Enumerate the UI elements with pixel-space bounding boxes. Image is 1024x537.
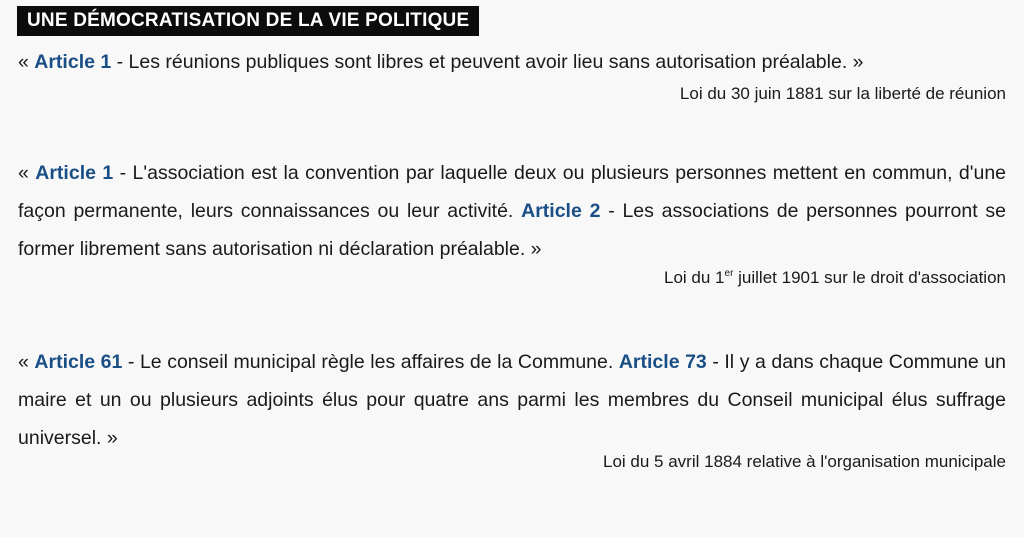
law-source xyxy=(18,266,1006,290)
quote-text xyxy=(18,343,1006,457)
quote-text xyxy=(18,154,1006,268)
law-source-sup: er xyxy=(724,268,734,279)
law-source-post: juillet 1901 sur le droit d'association xyxy=(733,268,1006,287)
article-label: Article 73 xyxy=(618,351,707,373)
law-source: Loi du 5 avril 1884 relative à l'organisation municipale xyxy=(603,452,1006,471)
article-text: - Les réunions publiques sont libres et peuvent avoir lieu sans autorisation préalable. » xyxy=(111,51,864,73)
quote-block-municipal xyxy=(18,343,1006,474)
quote-text xyxy=(18,43,1006,81)
article-text: - Le conseil municipal règle les affaires de la Commune. xyxy=(122,351,619,373)
article-label: Article 1 xyxy=(34,51,112,73)
quote-block-reunion xyxy=(18,43,1006,106)
article-text: - Les associations de personnes pourront se former librement sans autorisation ni déclaration préalable. » xyxy=(18,200,1007,260)
law-source-pre: Loi du 1 xyxy=(664,268,725,287)
open-quote: « xyxy=(18,351,35,373)
article-label: Article 2 xyxy=(521,200,601,222)
law-source: Loi du 30 juin 1881 sur la liberté de réunion xyxy=(679,84,1006,103)
article-text: - Il y a dans chaque Commune un maire et un ou plusieurs adjoints élus pour quatre ans parmi les membres du Conseil municipal élus suffrage universel. » xyxy=(18,351,1006,449)
article-text: - L'association est la convention par laquelle deux ou plusieurs personnes mettent en commun, d'une façon permanente, leurs connaissances ou leur activité. xyxy=(18,162,1007,222)
quote-block-association xyxy=(18,154,1006,290)
open-quote: « xyxy=(18,51,35,73)
article-label: Article 1 xyxy=(35,162,114,184)
section-title: UNE DÉMOCRATISATION DE LA VIE POLITIQUE xyxy=(17,6,479,36)
open-quote: « xyxy=(18,162,36,184)
article-label: Article 61 xyxy=(34,351,123,373)
